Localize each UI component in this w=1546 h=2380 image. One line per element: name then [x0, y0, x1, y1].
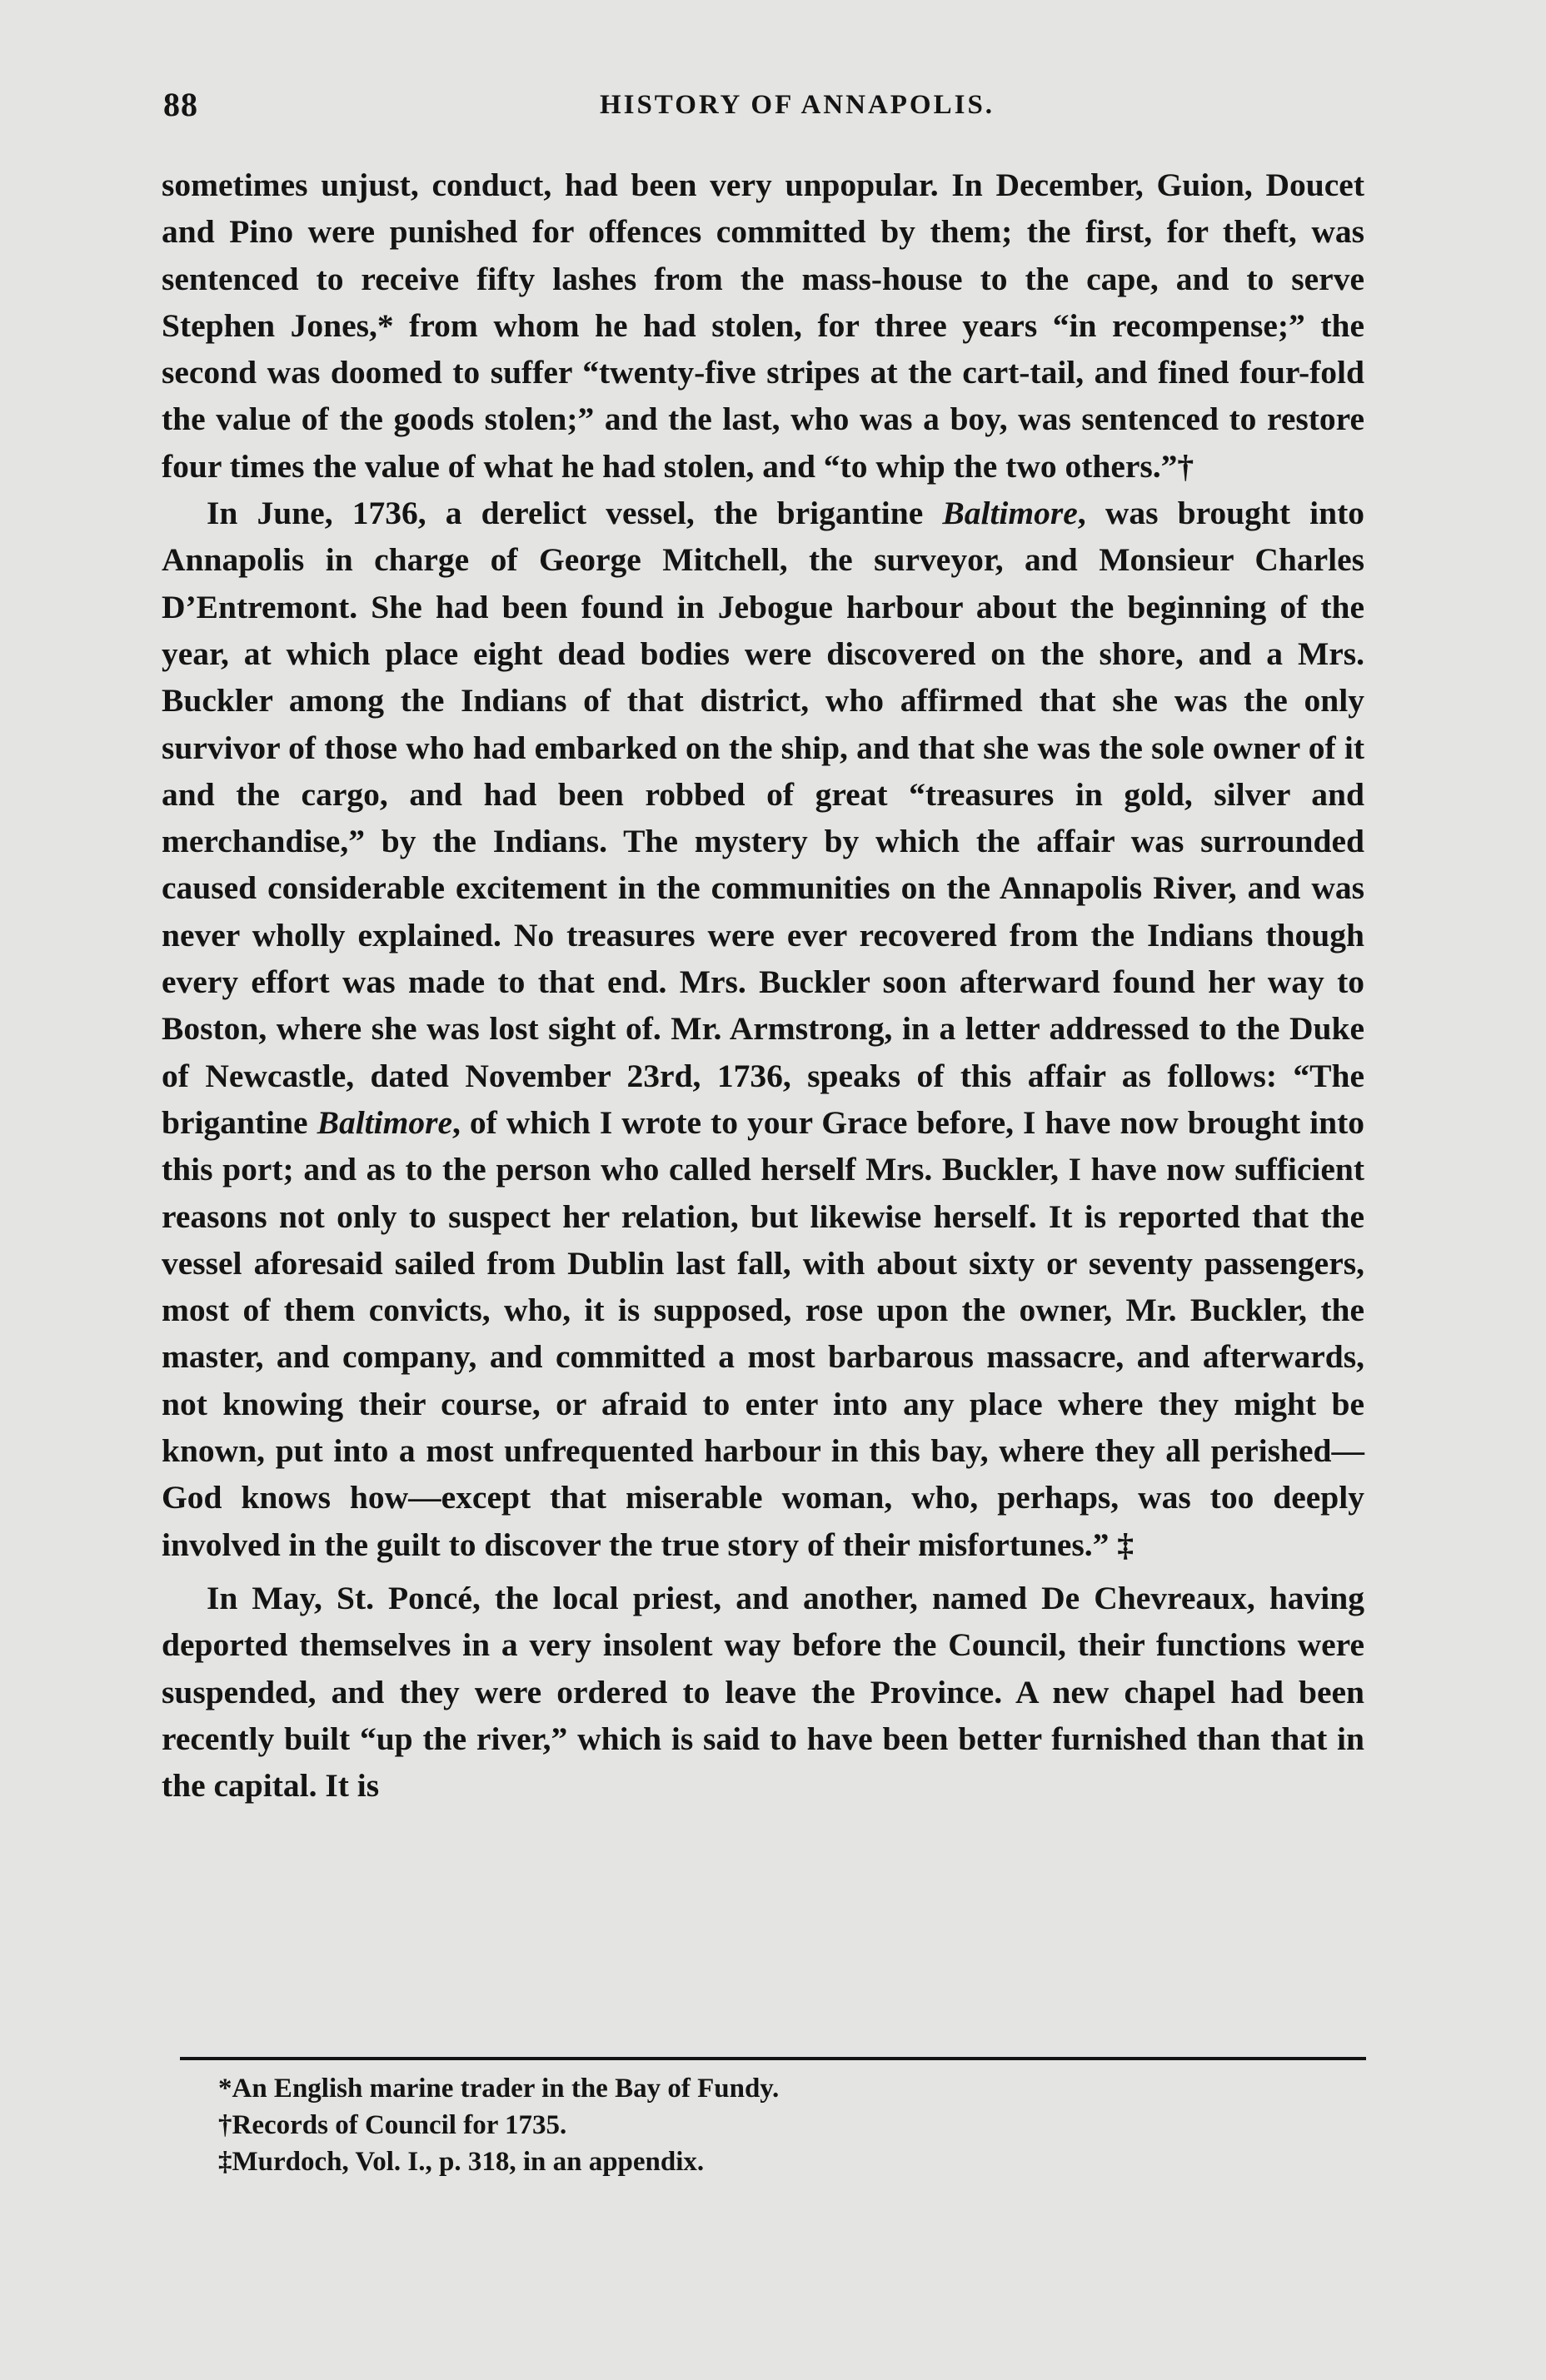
- footnote-asterisk: *An English marine trader in the Bay of Fundy.: [218, 2074, 780, 2104]
- ship-name-italic: Baltimore: [317, 1103, 453, 1141]
- footnote-divider: [180, 2057, 1366, 2060]
- footnote-dagger: †Records of Council for 1735.: [218, 2110, 567, 2140]
- paragraph-1-text: sometimes unjust, conduct, had been very unpopular. In December, Guion, Doucet and Pino were punished for offences committed by them; the first, for theft, was sentenced to receive fifty lashes from the mass-house to the cape, and to serve Stephen Jones,* from whom he had stolen, for three years “in recompense;” the second was doomed to suffer “twenty-five stripes at the cart-tail, and fined four-fold the value of the goods stolen;” and the last, who was a boy, was sentenced to restore four times the value of what he had stolen, and “to whip the two others.”†: [162, 167, 1364, 485]
- running-title: HISTORY OF ANNAPOLIS.: [599, 90, 995, 120]
- paragraph-1: [162, 162, 1364, 490]
- paragraph-2-text-a: In June, 1736, a derelict vessel, the brigantine: [207, 495, 943, 532]
- footnote-double-dagger: ‡Murdoch, Vol. I., p. 318, in an appendix.: [218, 2147, 705, 2177]
- body-text: [162, 162, 1364, 1809]
- paragraph-3: [162, 1575, 1364, 1809]
- ship-name-italic: Baltimore: [942, 495, 1078, 532]
- paragraph-2: [162, 490, 1364, 1568]
- page-number: 88: [163, 86, 198, 123]
- paragraph-2-text-c: , of which I wrote to your Grace before, I have now brought into this port; and as to the person who called herself Mrs. Buckler, I have now sufficient reasons not only to suspect her relation, but likewise herself. It is reported that the vessel aforesaid sailed from Dublin last fall, with about sixty or seventy passengers, most of them convicts, who, it is supposed, rose upon the owner, Mr. Buckler, the master, and company, and committed a most barbarous massacre, and afterwards, not knowing their course, or afraid to enter into any place where they might be known, put into a most unfrequented harbour in this bay, where they all perished—God knows how—except that miserable woman, who, perhaps, was too deeply involved in the guilt to discover the true story of their misfortunes.” ‡: [162, 1103, 1364, 1563]
- paragraph-3-text: In May, St. Poncé, the local priest, and another, named De Chevreaux, having deported themselves in a very insolent way before the Council, their functions were suspended, and they were ordered to leave the Province. A new chapel had been recently built “up the river,” which is said to have been better furnished than that in the capital. It is: [162, 1579, 1364, 1805]
- footnotes: [218, 2070, 1301, 2180]
- paragraph-2-text-b: , was brought into Annapolis in charge of George Mitchell, the surveyor, and Monsieur Charles D’Entremont. She had been found in Jebogue harbour about the beginning of the year, at which place eight dead bodies were discovered on the shore, and a Mrs. Buckler among the Indians of that district, who affirmed that she was the only survivor of those who had embarked on the ship, and that she was the sole owner of it and the cargo, and had been robbed of great “treasures in gold, silver and merchandise,” by the Indians. The mystery by which the affair was surrounded caused considerable excitement in the communities on the Annapolis River, and was never wholly explained. No treasures were ever recovered from the Indians though every effort was made to that end. Mrs. Buckler soon afterward found her way to Boston, where she was lost sight of. Mr. Armstrong, in a letter addressed to the Duke of Newcastle, dated November 23rd, 1736, speaks of this affair as follows: “The brigantine: [162, 495, 1364, 1141]
